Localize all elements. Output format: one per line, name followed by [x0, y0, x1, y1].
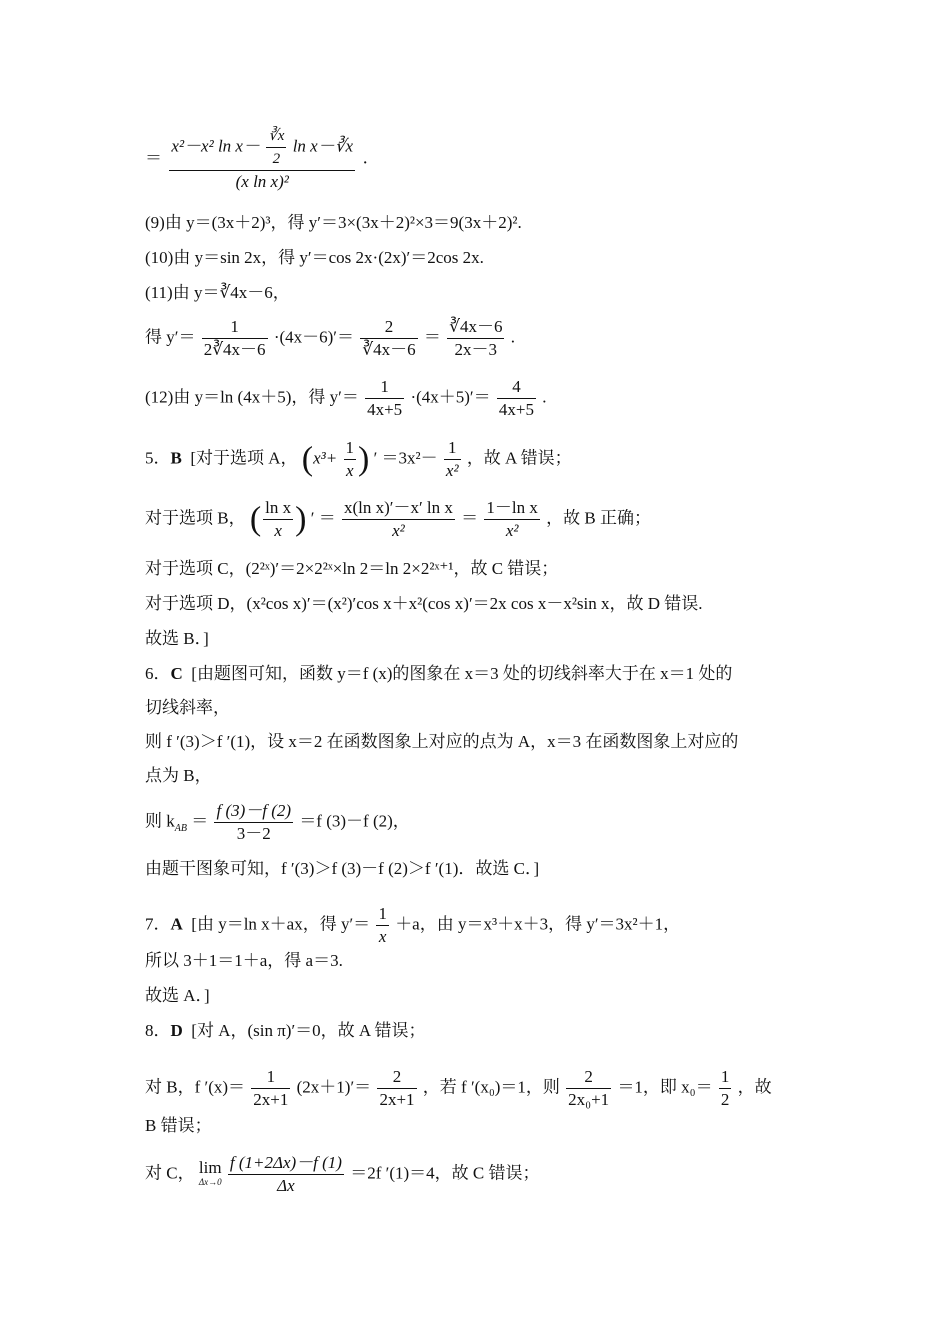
q6-line-2: 切线斜率，	[145, 698, 230, 717]
q6-line-4: 点为 B，	[145, 766, 212, 785]
answer-label: D	[170, 1021, 183, 1040]
line-10: (10)由 y＝sin 2x，得 y′＝cos 2x·(2x)′＝2cos 2x.	[145, 248, 484, 267]
q8-line-2: 对 B，f ′(x)＝ $\frac{1}{2x+1}$ (2x＋1)′＝ $\frac{2}{2x+1}$ ，若 f ′(x₀)＝1，则 $\frac{2}{\text{2x₀+1}}$ ＝1，即 x₀＝ $\frac{1}{2}$ ，故	[145, 1067, 772, 1109]
q5-end: 故选 B．]	[145, 629, 209, 648]
answer-label: C	[170, 664, 183, 683]
q8-line-1: 8．D [对 A，(sin π)′＝0，故 A 错误；	[145, 1021, 426, 1040]
q6-line-3: 则 f ′(3)＞f ′(1)，设 x＝2 在函数图象上对应的点为 A，x＝3 在函数图象上对应的	[145, 732, 739, 751]
q6-line-6: 由题干图象可知，f ′(3)＞f (3)－f (2)＞f ′(1)．故选 C．]	[145, 859, 540, 878]
eq-sign: ＝	[145, 148, 162, 169]
q8-line-4: 对 C， lim Δx→0 $\frac{f (1+2\Delta x)-f (1)}{\Delta x}$ ＝2f ′(1)＝4，故 C 错误；	[145, 1153, 540, 1195]
q8-line-3: B 错误；	[145, 1116, 212, 1135]
q5-line-a: 5．B [对于选项 A， (x³+ $\frac{1}{x}$ ) ′ ＝3x²－ $\frac{1}{\text{x²}}$ ，故 A 错误；	[145, 438, 572, 480]
q5-line-c: 对于选项 C，(2²ˣ)′＝2×2²ˣ×ln 2＝ln 2×2²ˣ⁺¹，故 C 错误；	[145, 559, 559, 578]
q6-line-5: 则 $k_{AB}$ ＝ $\frac{f (3)-f (2)}{3-2}$ ＝f (3)－f (2)，	[145, 801, 410, 843]
q5-line-d: 对于选项 D，(x²cos x)′＝(x²)′cos x＋x²(cos x)′＝2x cos x－x²sin x，故 D 错误.	[145, 594, 703, 613]
line-11b: 得 y′＝ $\frac{1}{2∛4x-6}$ ·(4x－6)′＝ $\frac{2}{∛4x-6}$ ＝ $\frac{∛4x-6}{2x-3}$ .	[145, 317, 515, 359]
formula-line-1: ＝ x²－x² ln x－ $\frac{∛x}{2}$ ln x－∛x (x ln x)² .	[145, 125, 368, 193]
q7-line-1: 7．A [由 y＝ln x＋ax，得 y′＝ $\frac{1}{x}$ ＋a，由 y＝x³＋x＋3，得 y′＝3x²＋1，	[145, 904, 681, 946]
answer-label: B	[170, 448, 182, 468]
line-11: (11)由 y＝∛4x－6，	[145, 283, 290, 302]
answer-label: A	[170, 914, 183, 934]
fraction-1: x²－x² ln x－ $\frac{∛x}{2}$ ln x－∛x (x ln x)²	[169, 125, 355, 193]
line-9: (9)由 y＝(3x＋2)³，得 y′＝3×(3x＋2)²×3＝9(3x＋2)².	[145, 213, 522, 232]
limit-operator: lim Δx→0	[198, 1157, 222, 1187]
line-12: (12)由 y＝ln (4x＋5)，得 y′＝ $\frac{1}{4x+5}$ ·(4x＋5)′＝ $\frac{4}{4x+5}$ .	[145, 377, 547, 419]
q6-line-1: 6．C [由题图可知，函数 y＝f (x)的图象在 x＝3 处的切线斜率大于在 x＝1 处的	[145, 664, 733, 683]
q5-line-b: 对于选项 B， ( $\frac{\text{ln x}}{x}$ ) ′ ＝ $\frac{\text{x(ln x)′－x′ ln x}}{\text{x²}}$ ＝ $\frac{\text{1－ln x}}{\text{x²}}$ ，故 B 正确；	[145, 498, 651, 540]
q7-line-2: 所以 3＋1＝1＋a，得 a＝3.	[145, 951, 343, 970]
q7-line-3: 故选 A．]	[145, 986, 210, 1005]
